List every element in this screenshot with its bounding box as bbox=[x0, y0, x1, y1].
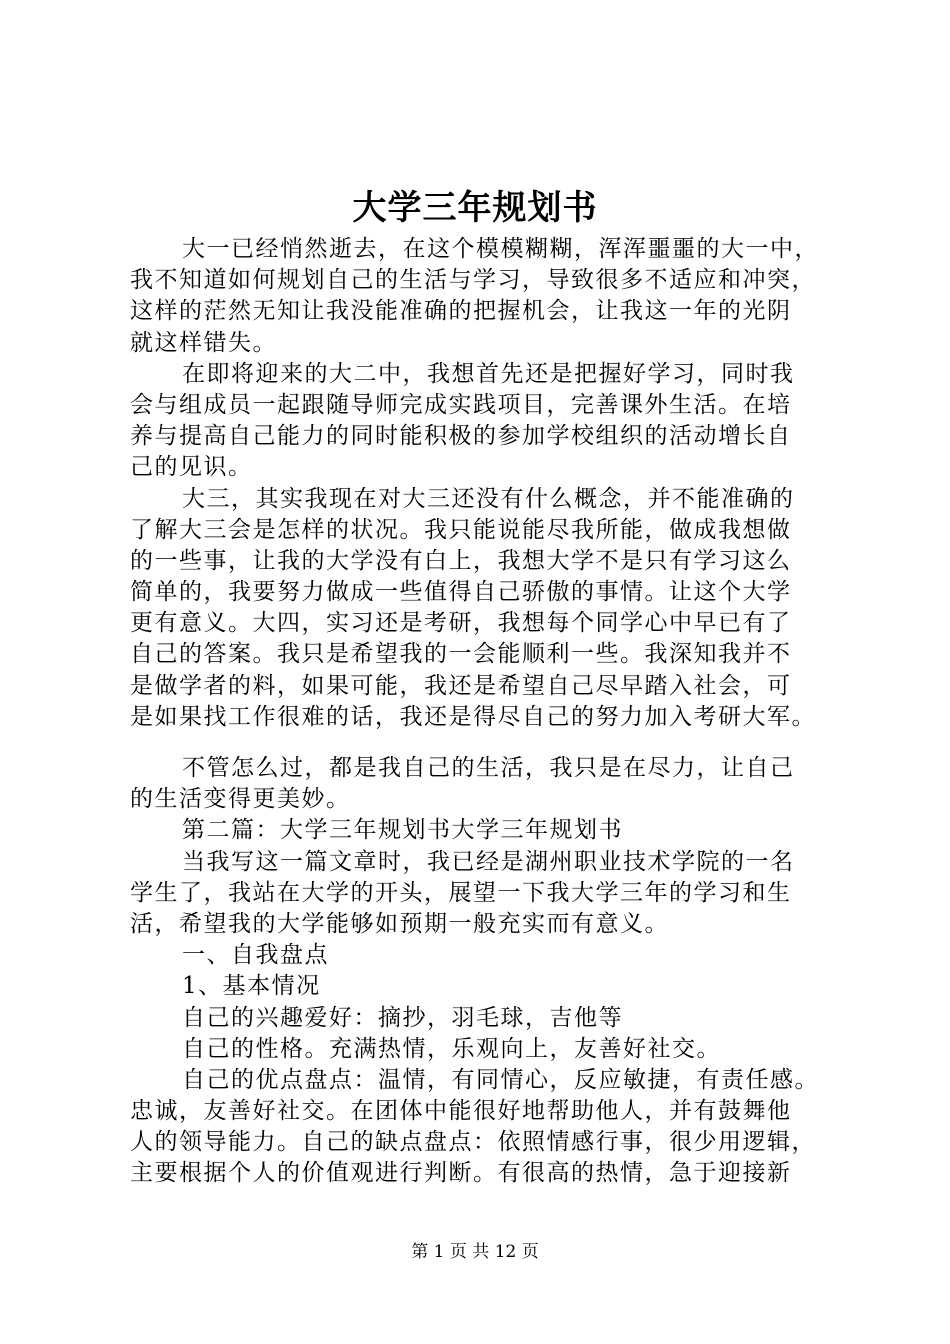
text-line: 更有意义。大四，实习还是考研，我想每个同学心中早已有了 bbox=[130, 610, 792, 637]
text-line: 了解大三会是怎样的状况。我只能说能尽我所能，做成我想做 bbox=[130, 516, 792, 543]
text-line: 自己的答案。我只是希望我的一会能顺利一些。我深知我并不 bbox=[130, 641, 792, 668]
text-line: 就这样错失。 bbox=[130, 329, 277, 356]
text-line: 是如果找工作很难的话，我还是得尽自己的努力加入考研大军。 bbox=[130, 703, 816, 730]
text-line: 大三，其实我现在对大三还没有什么概念，并不能准确的 bbox=[182, 485, 795, 512]
text-line: 己的见识。 bbox=[130, 454, 253, 481]
text-line: 大一已经悄然逝去，在这个模模糊糊，浑浑噩噩的大一中， bbox=[182, 236, 819, 262]
text-line: 人的领导能力。自己的缺点盘点：依照情感行事，很少用逻辑， bbox=[130, 1129, 816, 1156]
text-line: 活，希望我的大学能够如预期一般充实而有意义。 bbox=[130, 910, 669, 937]
text-line: 自己的优点盘点：温情，有同情心，反应敏捷，有责任感。 bbox=[182, 1066, 819, 1093]
text-line: 忠诚，友善好社交。在团体中能很好地帮助他人，并有鼓舞他 bbox=[130, 1098, 792, 1125]
text-line: 当我写这一篇文章时，我已经是湖州职业技术学院的一名 bbox=[182, 848, 795, 875]
text-line: 在即将迎来的大二中，我想首先还是把握好学习，同时我 bbox=[182, 360, 795, 387]
text-line: 的生活变得更美妙。 bbox=[130, 786, 351, 813]
page-title: 大学三年规划书 bbox=[352, 188, 598, 228]
text-line: 一、自我盘点 bbox=[182, 942, 329, 969]
text-line: 自己的性格。充满热情，乐观向上，友善好社交。 bbox=[182, 1035, 721, 1062]
text-line: 主要根据个人的价值观进行判断。有很高的热情，急于迎接新 bbox=[130, 1160, 792, 1187]
text-line: 的一些事，让我的大学没有白上，我想大学不是只有学习这么 bbox=[130, 547, 792, 574]
paragraph-gap bbox=[130, 733, 860, 753]
text-line: 养与提高自己能力的同时能积极的参加学校组织的活动增长自 bbox=[130, 423, 792, 450]
text-line: 自己的兴趣爱好：摘抄，羽毛球，吉他等 bbox=[182, 1004, 623, 1031]
text-line: 不管怎么过，都是我自己的生活，我只是在尽力，让自己 bbox=[182, 755, 795, 781]
text-line: 学生了，我站在大学的开头，展望一下我大学三年的学习和生 bbox=[130, 879, 792, 906]
text-line: 会与组成员一起跟随导师完成实践项目，完善课外生活。在培 bbox=[130, 391, 792, 418]
text-line: 这样的茫然无知让我没能准确的把握机会，让我这一年的光阴 bbox=[130, 298, 792, 325]
text-line: 简单的，我要努力做成一些值得自己骄傲的事情。让这个大学 bbox=[130, 579, 792, 606]
text-line: 是做学者的料，如果可能，我还是希望自己尽早踏入社会，可 bbox=[130, 672, 792, 699]
text-line: 我不知道如何规划自己的生活与学习，导致很多不适应和冲突， bbox=[130, 267, 816, 294]
page-footer: 第 1 页 共 12 页 bbox=[411, 1242, 539, 1262]
document-body bbox=[130, 234, 860, 1190]
text-line: 1、基本情况 bbox=[182, 973, 321, 1000]
text-line: 第二篇：大学三年规划书大学三年规划书 bbox=[182, 817, 623, 844]
